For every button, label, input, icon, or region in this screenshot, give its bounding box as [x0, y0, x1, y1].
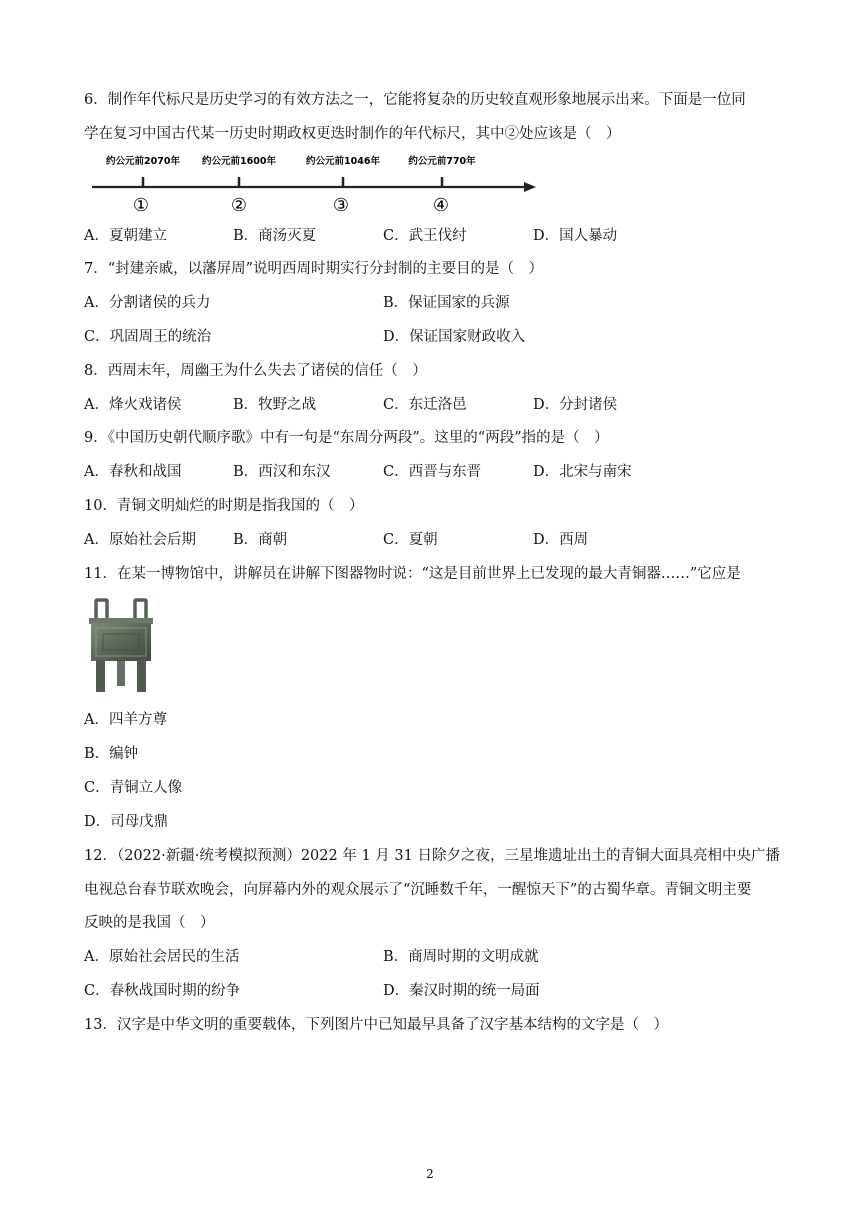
q10-option-b: B．商朝 — [233, 532, 288, 548]
q9-option-c: C．西晋与东晋 — [383, 464, 482, 480]
q13-stem: 13．汉字是中华文明的重要载体，下列图片中已知最早具备了汉字基本结构的文字是（ ） — [84, 1017, 668, 1033]
q6-stem-line1: 6．制作年代标尺是历史学习的有效方法之一，它能将复杂的历史较直观形象地展示出来。下面是一位同 — [84, 92, 746, 108]
q7-option-b: B．保证国家的兵源 — [383, 295, 510, 311]
q7-option-d: D．保证国家财政收入 — [383, 329, 526, 345]
q12-stem-line1: 12．（2022·新疆·统考模拟预测）2022 年 1 月 31 日除夕之夜，三星堆遗址出土的青铜大面具亮相中央广播 — [84, 848, 780, 864]
timeline-label-4: 约公元前770年 — [408, 156, 476, 167]
q11-stem: 11．在某一博物馆中，讲解员在讲解下图器物时说：“这是目前世界上已发现的最大青铜器……”它应是 — [84, 566, 741, 582]
q12-option-c: C．春秋战国时期的纷争 — [84, 983, 241, 999]
timeline-label-1: 约公元前2070年 — [106, 156, 180, 167]
q7-option-a: A．分割诸侯的兵力 — [84, 295, 211, 311]
q11-option-d: D．司母戊鼎 — [84, 814, 169, 830]
page-number: 2 — [426, 1167, 434, 1181]
timeline-mark-4: ④ — [432, 195, 450, 214]
q6-option-d: D．国人暴动 — [533, 228, 618, 244]
q12-stem-line2: 电视总台春节联欢晚会，向屏幕内外的观众展示了“沉睡数千年，一醒惊天下”的古蜀华章。青铜文明主要 — [84, 882, 752, 898]
q7-option-c: C．巩固周王的统治 — [84, 329, 212, 345]
q10-stem: 10．青铜文明灿烂的时期是指我国的（ ） — [84, 498, 364, 514]
q6-stem-line2: 学在复习中国古代某一历史时期政权更迭时制作的年代标尺，其中②处应该是（ ） — [84, 126, 621, 142]
timeline-arrow-icon — [524, 182, 536, 192]
q6-option-b: B．商汤灭夏 — [233, 228, 317, 244]
timeline-label-2: 约公元前1600年 — [202, 156, 276, 167]
timeline-mark-2: ② — [230, 195, 248, 214]
q8-option-a: A．烽火戏诸侯 — [84, 397, 182, 413]
timeline-mark-3: ③ — [332, 195, 350, 214]
q9-option-b: B．西汉和东汉 — [233, 464, 331, 480]
q12-option-b: B．商周时期的文明成就 — [383, 949, 539, 965]
q12-option-d: D．秦汉时期的统一局面 — [383, 983, 540, 999]
q10-option-c: C．夏朝 — [383, 532, 438, 548]
timeline-label-3: 约公元前1046年 — [306, 156, 380, 167]
timeline-mark-1: ① — [132, 195, 150, 214]
q12-stem-line3: 反映的是我国（ ） — [84, 915, 215, 931]
q6-option-c: C．武王伐纣 — [383, 228, 467, 244]
q9-stem: 9．《中国历史朝代顺序歌》中有一句是“东周分两段”。这里的“两段”指的是（ ） — [84, 430, 609, 446]
q10-option-d: D．西周 — [533, 532, 589, 548]
q10-option-a: A．原始社会后期 — [84, 532, 196, 548]
q8-option-c: C．东迁洛邑 — [383, 397, 467, 413]
q9-option-d: D．北宋与南宋 — [533, 464, 632, 480]
q9-option-a: A．春秋和战国 — [84, 464, 182, 480]
q7-stem: 7．“封建亲戚，以藩屏周”说明西周时期实行分封制的主要目的是（ ） — [84, 261, 544, 277]
q6-option-a: A．夏朝建立 — [84, 228, 167, 244]
timeline-figure — [84, 150, 544, 214]
q11-option-b: B．编钟 — [84, 746, 139, 762]
q8-option-d: D．分封诸侯 — [533, 397, 618, 413]
bronze-ding-image — [86, 598, 156, 698]
q8-option-b: B．牧野之战 — [233, 397, 317, 413]
q8-stem: 8．西周末年，周幽王为什么失去了诸侯的信任（ ） — [84, 363, 427, 379]
q11-option-a: A．四羊方尊 — [84, 712, 167, 728]
q11-option-c: C．青铜立人像 — [84, 780, 183, 796]
q12-option-a: A．原始社会居民的生活 — [84, 949, 240, 965]
